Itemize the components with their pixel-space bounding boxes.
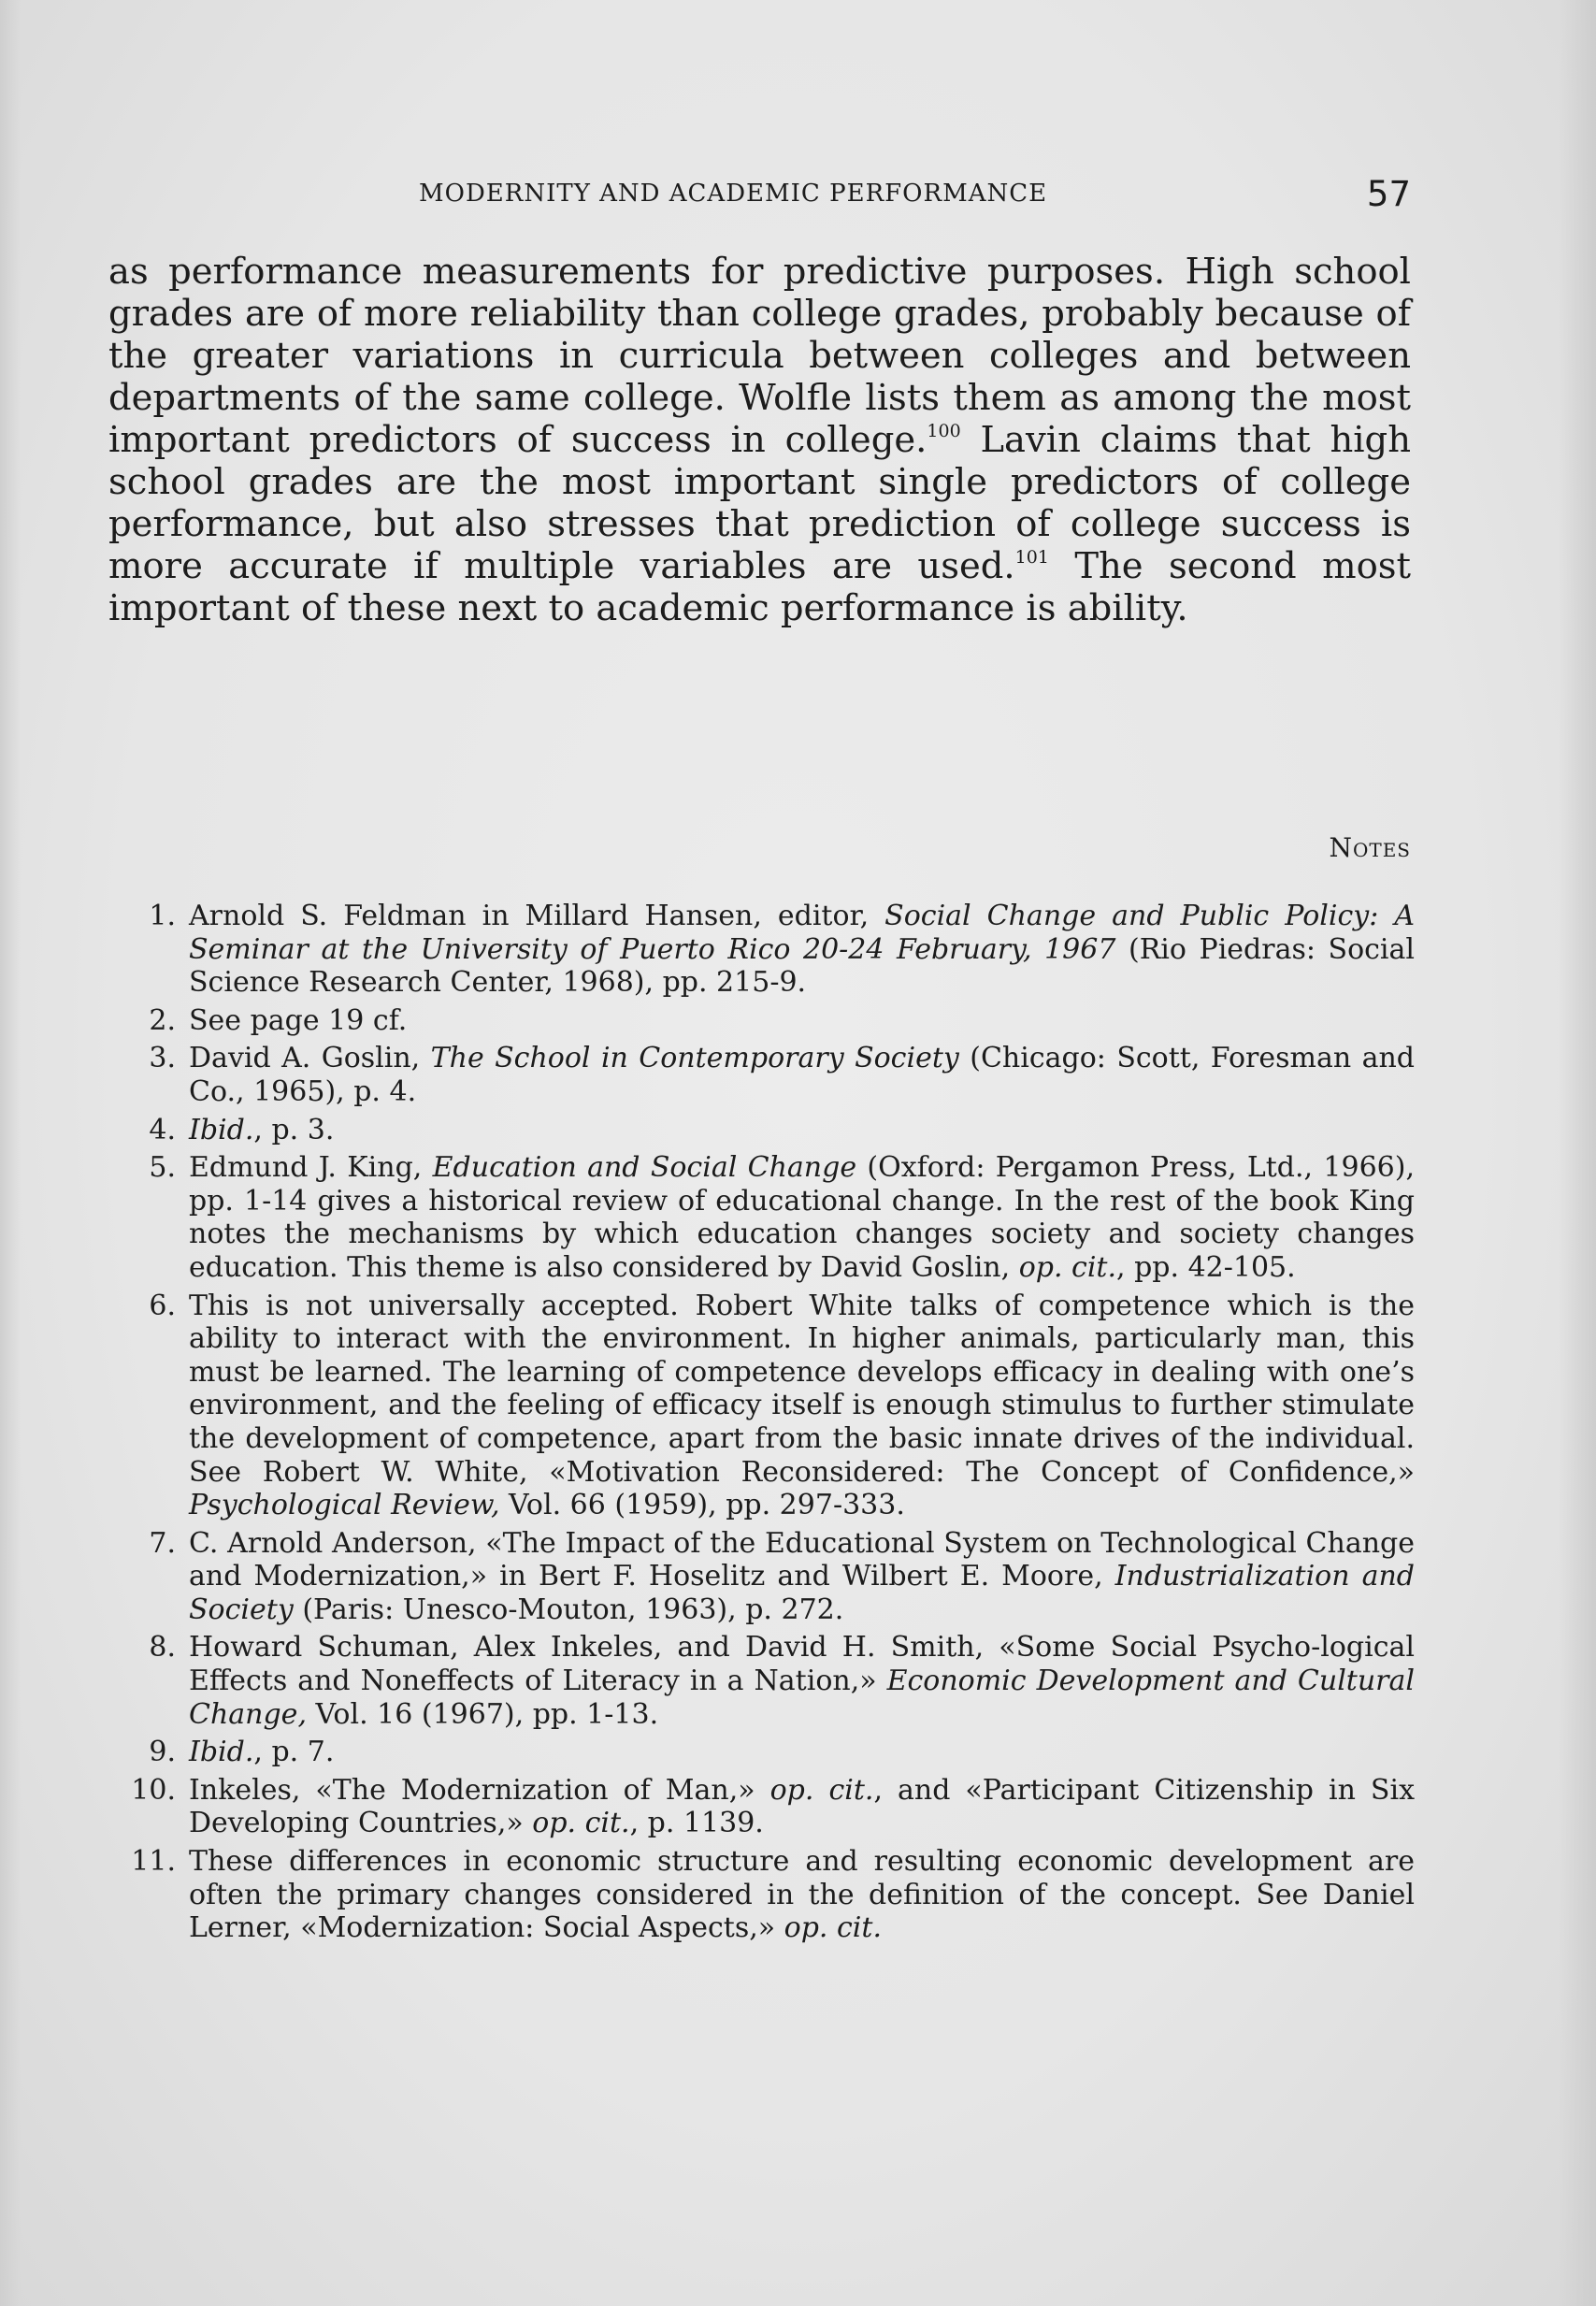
note-text — [189, 900, 1415, 999]
note-text — [189, 1527, 1415, 1626]
note-italic-title: op. cit. — [532, 1807, 630, 1840]
note-text-segment: Inkeles, «The Modernization of Man,» — [189, 1773, 770, 1807]
notes-list — [131, 900, 1415, 1950]
note-item — [131, 1631, 1415, 1731]
note-text-segment: (Oxford: Pergamon Press, Ltd., 1966), pp. 1-14 gives a historical review of educational change. In the rest of the book King notes the mechanisms by which education changes society and society changes education. This theme is also considered by David Goslin, — [189, 1151, 1415, 1284]
note-item — [131, 1114, 1415, 1147]
note-text-segment: , and «Participant Citizenship in Six Developing Countries,» — [189, 1773, 1415, 1840]
note-number: 9. — [149, 1736, 176, 1769]
note-number: 10. — [131, 1773, 176, 1807]
note-item — [131, 1774, 1415, 1840]
note-text-segment: , p. 1139. — [629, 1807, 764, 1840]
note-italic-title: op. cit. — [784, 1911, 882, 1945]
note-italic-title: Psychological Review, — [189, 1489, 500, 1522]
running-head — [108, 174, 1411, 214]
body-text-segment: Lavin claims that high school grades are the most important single predictors of college performance, but also stresses that prediction of college success is more accurate if multiple variables are used. — [108, 419, 1411, 587]
note-text-segment: , pp. 42-105. — [1116, 1250, 1296, 1284]
note-italic-title: Ibid. — [189, 1736, 254, 1769]
note-text-segment: , p. 7. — [253, 1736, 335, 1769]
note-italic-title: op. cit. — [1018, 1250, 1117, 1284]
note-text-segment: Edmund J. King, — [189, 1151, 433, 1185]
note-item — [131, 1290, 1415, 1522]
note-item — [131, 1736, 1415, 1769]
note-text — [189, 1290, 1415, 1522]
note-text-segment: Vol. 16 (1967), pp. 1-13. — [306, 1697, 659, 1731]
note-number: 4. — [149, 1113, 176, 1146]
note-italic-title: op. cit. — [769, 1773, 874, 1807]
note-text — [189, 1736, 334, 1768]
note-text-segment: (Chicago: Scott, Foresman and Co., 1965), p. 4. — [189, 1042, 1416, 1108]
note-text-segment: Arnold S. Feldman in Millard Hansen, editor, — [189, 900, 885, 932]
note-text-segment: Howard Schuman, Alex Inkeles, and David H. Smith, «Some Social Psycho-logical Effects and Noneffects of Literacy in a Nation,» — [189, 1631, 1415, 1698]
note-number: 3. — [149, 1042, 176, 1075]
note-text-segment: C. Arnold Anderson, «The Impact of the Educational System on Technological Change and Modernization,» in Bert F. Hoselitz and Wilbert E. Moore, — [189, 1526, 1415, 1593]
body-paragraph — [108, 251, 1411, 629]
note-italic-title: Education and Social Change — [432, 1151, 857, 1185]
note-text — [189, 1845, 1415, 1944]
note-italic-title: Economic Development and Cultural Change, — [189, 1665, 1415, 1731]
note-number: 5. — [149, 1151, 176, 1185]
note-italic-title: Ibid. — [189, 1113, 254, 1146]
note-text — [189, 1004, 407, 1037]
footnote-reference: 100 — [927, 421, 961, 441]
note-number: 11. — [131, 1845, 176, 1879]
note-number: 8. — [149, 1631, 176, 1665]
note-text-segment: David A. Goslin, — [189, 1042, 431, 1075]
note-text-segment: Vol. 66 (1959), pp. 297-333. — [499, 1489, 905, 1522]
note-text — [189, 1774, 1415, 1840]
body-text-segment: The second most important of these next to academic performance is ability. — [108, 545, 1411, 629]
note-italic-title: Social Change and Public Policy: A Seminar at the University of Puerto Rico 20-24 February, 1967 — [189, 900, 1416, 966]
notes-heading: Notes — [1329, 832, 1411, 863]
note-text — [189, 1151, 1415, 1284]
page-number: 57 — [1366, 174, 1411, 214]
note-italic-title: Industrialization and Society — [189, 1560, 1415, 1626]
note-number: 7. — [149, 1526, 176, 1560]
note-number: 2. — [149, 1003, 176, 1037]
note-item — [131, 1151, 1415, 1284]
note-italic-title: The School in Contemporary Society — [430, 1042, 959, 1075]
note-text — [189, 1114, 334, 1146]
note-item — [131, 1042, 1415, 1108]
note-number: 6. — [149, 1289, 176, 1322]
note-text-segment: See page 19 cf. — [189, 1003, 408, 1037]
note-number: 1. — [149, 900, 176, 932]
note-text — [189, 1631, 1415, 1730]
note-text — [189, 1042, 1415, 1108]
note-item — [131, 1004, 1415, 1038]
note-item — [131, 900, 1415, 1000]
note-text-segment: (Rio Piedras: Social Science Research Center, 1968), pp. 215-9. — [189, 932, 1416, 1000]
note-item — [131, 1527, 1415, 1627]
note-text-segment: (Paris: Unesco-Mouton, 1963), p. 272. — [293, 1593, 844, 1626]
running-title: MODERNITY AND ACADEMIC PERFORMANCE — [419, 180, 1048, 208]
note-item — [131, 1845, 1415, 1945]
note-text-segment: , p. 3. — [253, 1113, 335, 1146]
body-text-segment: as performance measurements for predictive purposes. High school grades are of more reliability than college grades, probably because of the greater variations in curricula between colleges and between departments of the same college. Wolfle lists them as among the most important predictors of success in college. — [108, 251, 1411, 461]
note-text-segment: This is not universally accepted. Robert White talks of competence which is the ability to interact with the environment. In higher animals, particularly man, this must be learned. The learning of competence develops efficacy in dealing with one’s environment, and the feeling of efficacy itself is enough stimulus to further stimulate the development of competence, apart from the basic innate drives of the individual. See Robert W. White, «Motivation Reconsidered: The Concept of Confidence,» — [189, 1289, 1415, 1489]
footnote-reference: 101 — [1014, 547, 1049, 568]
note-text-segment: These differences in economic structure and resulting economic development are often the primary changes considered in the definition of the concept. See Daniel Lerner, «Modernization: Social Aspects,» — [189, 1845, 1415, 1945]
